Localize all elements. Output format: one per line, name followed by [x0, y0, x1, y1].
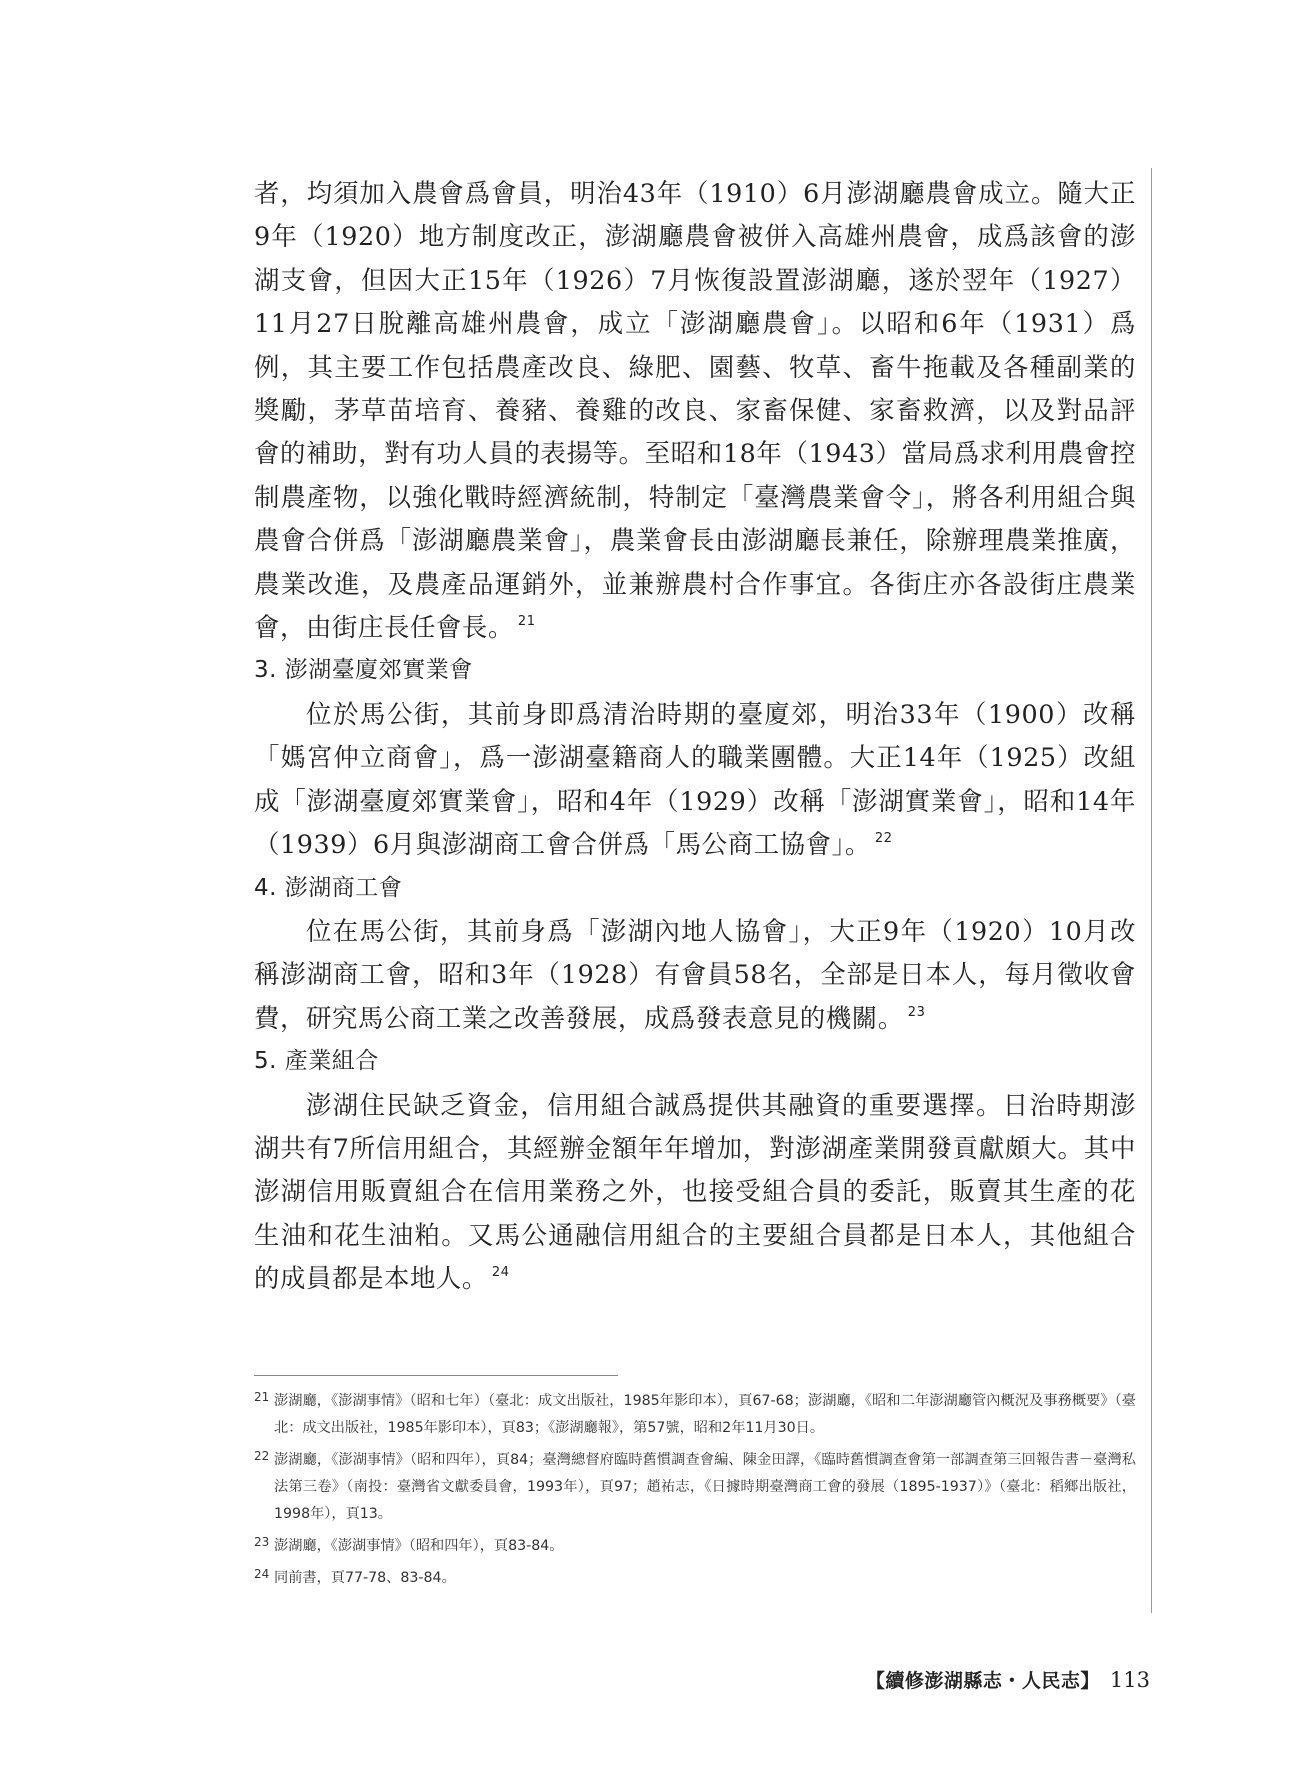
margin-rule [1151, 168, 1152, 1613]
footnote-22 [254, 1447, 1136, 1528]
footnote-number: 24 [254, 1567, 270, 1581]
section-heading-3: 3. 澎湖臺廈郊實業會 [254, 657, 473, 684]
footnote-24 [254, 1565, 1136, 1592]
running-footer [866, 1666, 1150, 1693]
section-heading-5: 5. 產業組合 [254, 1048, 379, 1075]
footnote-ref-24[interactable]: 24 [491, 1265, 510, 1281]
footnote-ref-23[interactable]: 23 [907, 1004, 926, 1020]
main-text [254, 172, 1136, 1301]
book-title: 【續修澎湖縣志・人民志】 [865, 1670, 1100, 1692]
footnote-21 [254, 1388, 1136, 1442]
footnote-number: 21 [254, 1390, 270, 1404]
footnote-text: 澎湖廳，《澎湖事情》（昭和四年），頁84；臺灣總督府臨時舊慣調查會編、陳金田譯，《臨時舊慣調查會第一部調查第三回報告書－臺灣私法第三卷》（南投：臺灣省文獻委員會，1993年），頁97；趙祐志，《日據時期臺灣商工會的發展（1895-1937）》（臺北：稻鄉出版社，1998年），頁13。 [274, 1452, 1136, 1522]
paragraph-industrial-cooperative [254, 1084, 1136, 1301]
paragraph-taixiajiao [254, 693, 1136, 867]
paragraph-text: 澎湖住民缺乏資金，信用組合誠爲提供其融資的重要選擇。日治時期澎湖共有7所信用組合，其經辦金額年年增加，對澎湖產業開發貢獻頗大。其中澎湖信用販賣組合在信用業務之外，也接受組合員的委託，販賣其生產的花生油和花生油粕。又馬公通融信用組合的主要組合員都是日本人，其他組合的成員都是本地人。 [254, 1089, 1136, 1294]
footnote-ref-21[interactable]: 21 [517, 614, 536, 630]
footnote-ref-22[interactable]: 22 [874, 831, 893, 847]
section-heading-4: 4. 澎湖商工會 [254, 874, 403, 901]
page-number: 113 [1109, 1668, 1150, 1692]
footnote-text: 同前書，頁77-78、83-84。 [274, 1570, 456, 1586]
footnote-number: 23 [254, 1535, 270, 1549]
paragraph-farmers-association [254, 172, 1136, 649]
paragraph-text: 者，均須加入農會爲會員，明治43年（1910）6月澎湖廳農會成立。隨大正9年（1920）地方制度改正，澎湖廳農會被併入高雄州農會，成爲該會的澎湖支會，但因大正15年（1926）7月恢復設置澎湖廳，遂於翌年（1927）11月27日脫離高雄州農會，成立「澎湖廳農會」。以昭和6年（1931）爲例，其主要工作包括農產改良、綠肥、園藝、牧草、畜牛拖載及各種副業的獎勵，茅草苗培育、養豬、養雞的改良、家畜保健、家畜救濟，以及對品評會的補助，對有功人員的表揚等。至昭和18年（1943）當局爲求利用農會控制農產物，以強化戰時經濟統制，特制定「臺灣農業會令」，將各利用組合與農會合併爲「澎湖廳農業會」，農業會長由澎湖廳長兼任，除辦理農業推廣，農業改進，及農產品運銷外，並兼辦農村合作事宜。各街庄亦各設街庄農業會，由街庄長任會長。 [254, 178, 1136, 643]
footnote-number: 22 [254, 1449, 270, 1463]
footnote-divider [254, 1375, 618, 1376]
footnote-text: 澎湖廳，《澎湖事情》（昭和七年）（臺北：成文出版社，1985年影印本），頁67-68；澎湖廳，《昭和二年澎湖廳管內概況及事務概要》（臺北：成文出版社，1985年影印本），頁83；《澎湖廳報》，第57號，昭和2年11月30日。 [274, 1393, 1136, 1436]
paragraph-chamber-of-commerce [254, 910, 1136, 1040]
footnote-text: 澎湖廳，《澎湖事情》（昭和四年），頁83-84。 [274, 1538, 564, 1554]
paragraph-text: 位於馬公街，其前身即爲清治時期的臺廈郊，明治33年（1900）改稱「媽宮仲立商會」，爲一澎湖臺籍商人的職業團體。大正14年（1925）改組成「澎湖臺廈郊實業會」，昭和4年（1929）改稱「澎湖實業會」，昭和14年（1939）6月與澎湖商工會合併爲「馬公商工協會」。 [254, 698, 1136, 860]
footnotes [254, 1388, 1136, 1597]
footnote-23 [254, 1533, 1136, 1560]
paragraph-text: 位在馬公街，其前身爲「澎湖內地人協會」，大正9年（1920）10月改稱澎湖商工會，昭和3年（1928）有會員58名，全部是日本人，每月徵收會費，研究馬公商工業之改善發展，成爲發表意見的機關。 [254, 915, 1136, 1033]
